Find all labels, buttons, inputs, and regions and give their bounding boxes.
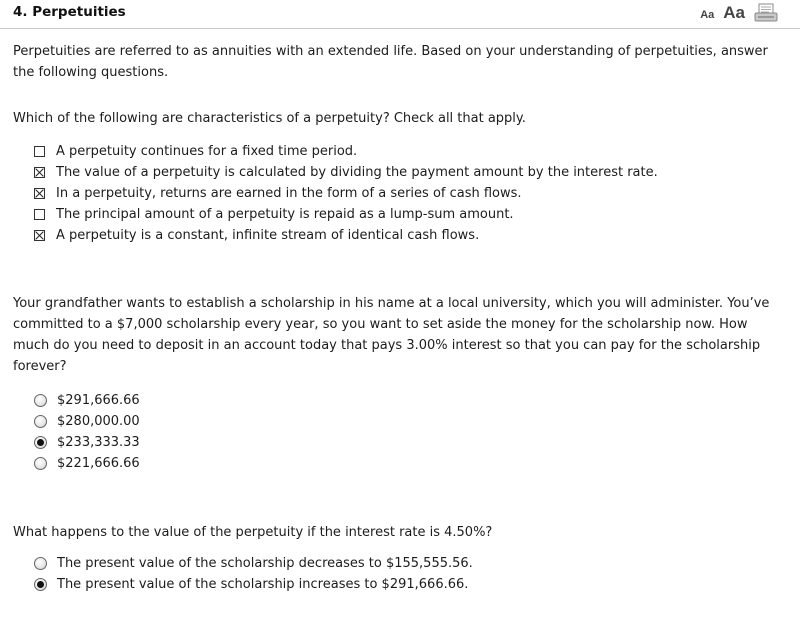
checkbox-option[interactable]: [34, 183, 658, 204]
option-label: The present value of the scholarship increases to $291,666.66.: [57, 577, 469, 592]
checkbox[interactable]: [34, 230, 45, 241]
radio-button[interactable]: [34, 578, 47, 591]
font-size-small-button[interactable]: Aa: [700, 9, 715, 21]
print-icon[interactable]: [754, 3, 778, 23]
checkbox-option[interactable]: [34, 204, 658, 225]
option-label: A perpetuity is a constant, infinite stream of identical cash flows.: [56, 228, 480, 243]
radio-option[interactable]: [34, 453, 140, 474]
option-label: The value of a perpetuity is calculated by dividing the payment amount by the interest rate.: [56, 165, 658, 180]
option-label: In a perpetuity, returns are earned in the form of a series of cash flows.: [56, 186, 522, 201]
question-2-prompt: Your grandfather wants to establish a scholarship in his name at a local university, which you will administer. You’ve committed to a $7,000 scholarship every year, so you want to set aside the money for the scholarship now. How much do you need to deposit in an account today that pays 3.00% interest so that you can pay for the scholarship forever?: [13, 296, 770, 374]
radio-option[interactable]: [34, 553, 473, 574]
question-header: [0, 0, 800, 29]
radio-option[interactable]: [34, 574, 473, 595]
radio-option[interactable]: [34, 390, 140, 411]
question-1-prompt: Which of the following are characteristics of a perpetuity? Check all that apply.: [13, 111, 526, 126]
radio-button[interactable]: [34, 415, 47, 428]
option-label: The principal amount of a perpetuity is repaid as a lump-sum amount.: [56, 207, 514, 222]
checkbox-option[interactable]: [34, 225, 658, 246]
question-1-options: [34, 141, 658, 246]
checkbox[interactable]: [34, 146, 45, 157]
radio-option[interactable]: [34, 432, 140, 453]
option-label: A perpetuity continues for a fixed time period.: [56, 144, 358, 159]
option-label: The present value of the scholarship decreases to $155,555.56.: [57, 556, 473, 571]
checkbox[interactable]: [34, 188, 45, 199]
radio-button[interactable]: [34, 394, 47, 407]
header-tools: [700, 3, 778, 23]
question-2-options: [34, 390, 140, 474]
checkbox[interactable]: [34, 209, 45, 220]
question-3-prompt: What happens to the value of the perpetuity if the interest rate is 4.50%?: [13, 525, 493, 540]
radio-button[interactable]: [34, 557, 47, 570]
option-label: $280,000.00: [57, 414, 140, 429]
radio-button[interactable]: [34, 436, 47, 449]
option-label: $221,666.66: [57, 456, 140, 471]
option-label: $233,333.33: [57, 435, 140, 450]
radio-option[interactable]: [34, 411, 140, 432]
radio-button[interactable]: [34, 457, 47, 470]
checkbox-option[interactable]: [34, 141, 658, 162]
font-size-large-button[interactable]: Aa: [723, 3, 745, 22]
checkbox[interactable]: [34, 167, 45, 178]
intro-text: Perpetuities are referred to as annuities with an extended life. Based on your understanding of perpetuities, answer the following questions.: [13, 44, 768, 80]
question-title: 4. Perpetuities: [13, 4, 126, 20]
option-label: $291,666.66: [57, 393, 140, 408]
checkbox-option[interactable]: [34, 162, 658, 183]
question-3-options: [34, 553, 473, 595]
